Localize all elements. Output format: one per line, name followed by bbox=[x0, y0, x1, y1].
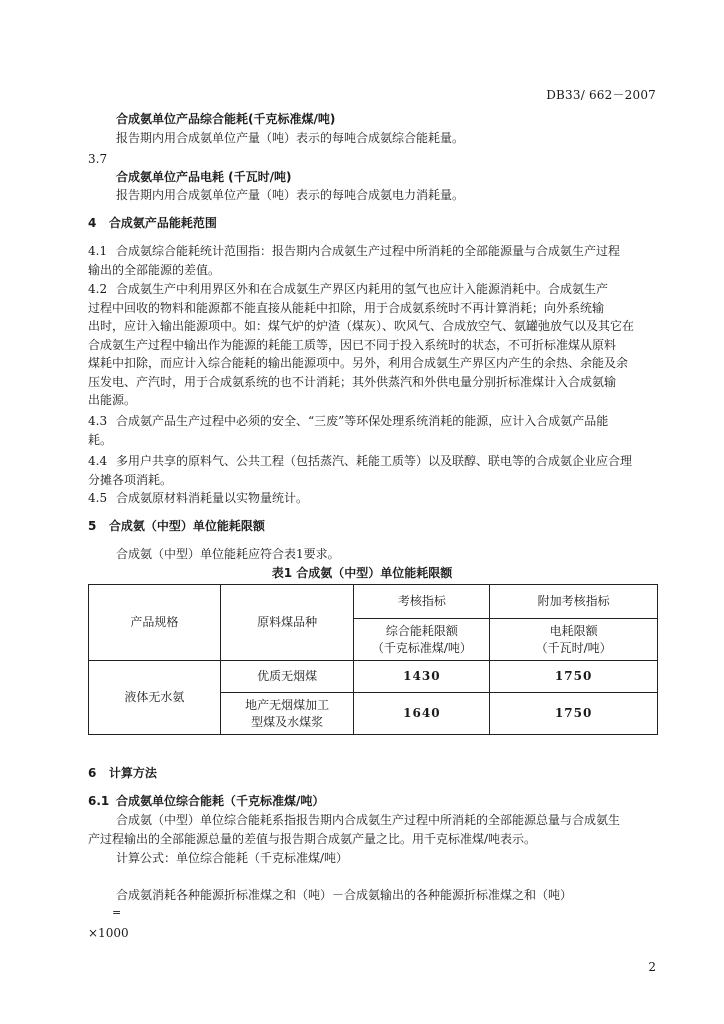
definition-3-7: 报告期内用合成氨单位产量（吨）表示的每吨合成氨电力消耗量。 bbox=[116, 188, 465, 202]
section-4-title: 合成氨产品能耗范围 bbox=[108, 216, 217, 230]
cell-coal-2-line-2: 型煤及水煤浆 bbox=[251, 714, 324, 729]
clause-4-2-line-2: 过程中回收的物料和能源都不能直接从能耗中扣除，用于合成氨系统时不再计算消耗；向外系统输 bbox=[88, 300, 605, 315]
clause-4-1 bbox=[88, 242, 658, 279]
clause-4-5-line-1: 合成氨原材料消耗量以实物量统计。 bbox=[116, 491, 309, 505]
header-power-limit-unit: （千瓦时/吨） bbox=[535, 640, 612, 655]
clause-4-2-line-3: 出时，应计入输出能源项中。如：煤气炉的炉渣（煤灰）、吹风气、合成放空气、氨罐弛放气以及其它在 bbox=[88, 319, 635, 333]
formula-equals: = bbox=[112, 906, 122, 919]
clause-4-3-number: 4.3 bbox=[88, 414, 108, 428]
clause-6-1-number: 6.1 bbox=[88, 794, 110, 808]
cell-coal-2 bbox=[220, 693, 354, 735]
page-number: 2 bbox=[648, 960, 656, 974]
clause-6-1-title: 合成氨单位综合能耗（千克标准煤/吨） bbox=[116, 794, 325, 808]
clause-6-1-line-1: 合成氨（中型）单位综合能耗系指报告期内合成氨生产过程中所消耗的全部能源总量与合成氨生 bbox=[116, 813, 621, 827]
section-6-heading bbox=[88, 764, 157, 782]
clause-6-1-paragraph bbox=[88, 811, 658, 848]
cell-coal-2-line-1: 地产无烟煤加工 bbox=[245, 697, 330, 712]
clause-4-2-line-7: 出能源。 bbox=[88, 393, 137, 407]
header-check-index: 考核指标 bbox=[354, 585, 490, 619]
clause-4-4-line-2: 分摊各项消耗。 bbox=[88, 472, 173, 487]
clause-4-3-line-2: 耗。 bbox=[88, 432, 113, 447]
standard-number: DB33/ 662－2007 bbox=[546, 88, 656, 102]
clause-4-4-line-1: 多用户共享的原料气、公共工程（包括蒸汽、耗能工质等）以及联醇、联电等的合成氨企业应合理 bbox=[116, 454, 633, 468]
table-1-title: 表1 合成氨（中型）单位能耗限额 bbox=[271, 566, 453, 580]
section-6-number: 6 bbox=[88, 766, 97, 780]
clause-4-1-line-2: 输出的全部能源的差值。 bbox=[88, 262, 221, 277]
clause-4-3 bbox=[88, 412, 658, 449]
header-power-limit-label: 电耗限额 bbox=[549, 623, 598, 638]
clause-4-2-number: 4.2 bbox=[88, 282, 108, 296]
clause-4-2-line-6: 压发电、产汽时，用于合成氨系统的也不计消耗；其外供蒸汽和外供电量分别折标准煤计入合成氨输 bbox=[88, 374, 617, 389]
header-power-limit bbox=[490, 619, 658, 661]
clause-4-5-number: 4.5 bbox=[88, 491, 108, 505]
header-energy-limit-unit: （千克标准煤/吨） bbox=[371, 640, 472, 655]
header-energy-limit bbox=[354, 619, 490, 661]
header-energy-limit-label: 综合能耗限额 bbox=[385, 623, 458, 638]
clause-4-2-line-4: 合成氨生产过程中输出作为能源的耗能工质等，因已不同于投入系统时的状态，不可折标准煤从原料 bbox=[88, 337, 617, 352]
table-row bbox=[89, 661, 658, 693]
cell-energy-1: 1430 bbox=[354, 661, 490, 693]
clause-4-5 bbox=[88, 489, 658, 508]
section-5-heading bbox=[88, 517, 265, 535]
energy-limit-table bbox=[88, 584, 658, 735]
section-5-intro: 合成氨（中型）单位能耗应符合表1要求。 bbox=[116, 547, 340, 561]
clause-4-2 bbox=[88, 280, 658, 410]
clause-4-1-number: 4.1 bbox=[88, 244, 108, 258]
cell-coal-1: 优质无烟煤 bbox=[220, 661, 354, 693]
formula-numerator: 合成氨消耗各种能源折标准煤之和（吨）－合成氨输出的各种能源折标准煤之和（吨） bbox=[116, 888, 573, 902]
section-4-number: 4 bbox=[88, 216, 97, 230]
term-3-7: 合成氨单位产品电耗 (千瓦时/吨) bbox=[116, 170, 292, 184]
clause-4-3-line-1: 合成氨产品生产过程中必须的安全、“三废”等环保处理系统消耗的能源，应计入合成氨产品能 bbox=[116, 414, 609, 428]
clause-6-1-line-2: 产过程输出的全部能源总量的差值与报告期合成氨产量之比。用千克标准煤/吨表示。 bbox=[88, 831, 537, 846]
section-4-heading bbox=[88, 214, 217, 232]
cell-energy-2: 1640 bbox=[354, 693, 490, 735]
header-coal-type: 原料煤品种 bbox=[220, 585, 354, 661]
definition-3-6: 报告期内用合成氨单位产量（吨）表示的每吨合成氨综合能耗量。 bbox=[116, 131, 465, 145]
formula-label: 计算公式：单位综合能耗（千克标准煤/吨） bbox=[116, 851, 349, 865]
formula-multiplier: ×1000 bbox=[88, 926, 129, 940]
section-5-number: 5 bbox=[88, 519, 97, 533]
clause-6-1-heading bbox=[88, 792, 324, 810]
clause-number-3-7: 3.7 bbox=[88, 152, 108, 166]
section-6-title: 计算方法 bbox=[108, 766, 157, 780]
cell-product: 液体无水氨 bbox=[89, 661, 221, 735]
cell-power-2: 1750 bbox=[490, 693, 658, 735]
clause-4-4 bbox=[88, 452, 658, 489]
header-extra-index: 附加考核指标 bbox=[490, 585, 658, 619]
clause-4-2-line-1: 合成氨生产中利用界区外和在合成氨生产界区内耗用的氢气也应计入能源消耗中。合成氨生产 bbox=[116, 282, 609, 296]
term-3-6: 合成氨单位产品综合能耗(千克标准煤/吨) bbox=[116, 112, 336, 126]
section-5-title: 合成氨（中型）单位能耗限额 bbox=[108, 519, 265, 533]
clause-4-4-number: 4.4 bbox=[88, 454, 108, 468]
header-product-spec: 产品规格 bbox=[89, 585, 221, 661]
clause-4-2-line-5: 煤耗中扣除，而应计入综合能耗的输出能源项中。另外，利用合成氨生产界区内产生的余热、余能及余 bbox=[88, 356, 629, 370]
clause-4-1-line-1: 合成氨综合能耗统计范围指：报告期内合成氨生产过程中所消耗的全部能源量与合成氨生产过程 bbox=[116, 244, 621, 258]
cell-power-1: 1750 bbox=[490, 661, 658, 693]
